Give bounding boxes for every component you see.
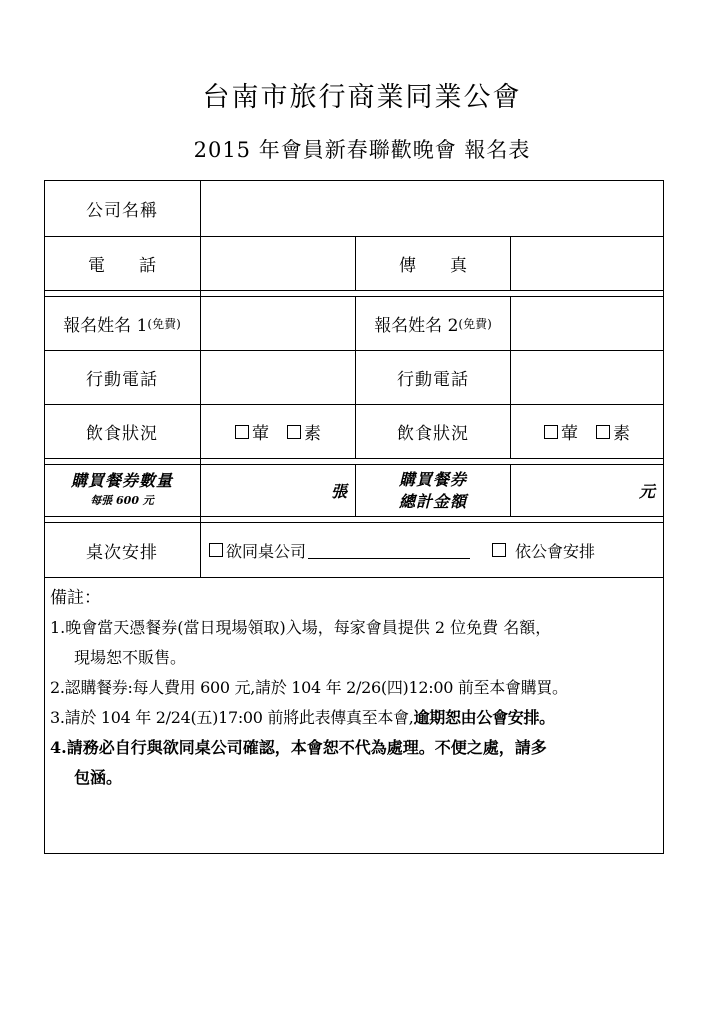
diet1-veg-checkbox[interactable] [287, 425, 301, 439]
name2-label-text: 報名姓名 2 [374, 316, 459, 336]
currency-unit: 元 [638, 482, 655, 501]
fax-field[interactable] [511, 237, 663, 290]
row-divider [44, 458, 664, 459]
ticket-price-note: 每張 600 元 [90, 493, 154, 507]
ticket-unit: 張 [330, 482, 347, 501]
diet2-meat-checkbox[interactable] [544, 425, 558, 439]
notes-section [50, 583, 660, 793]
same-table-checkbox[interactable] [209, 543, 223, 557]
note-item-1-cont: 現場恕不販售。 [74, 648, 187, 667]
diet1-label: 飲食狀況 [86, 424, 158, 444]
row-divider [44, 516, 664, 517]
ticket-total-label-line2: 總計金額 [398, 491, 467, 511]
mobile1-label: 行動電話 [86, 370, 158, 390]
note-item-1: 1.晚會當天憑餐券(當日現場領取)入場，每家會員提供 2 位免費 名額， [50, 618, 552, 637]
phone-field[interactable] [201, 237, 355, 290]
table-arrangement-label: 桌次安排 [86, 542, 158, 563]
ticket-qty-label-text: 購買餐券數量 [70, 470, 173, 490]
diet1-meat-label: 葷 [252, 424, 269, 444]
notes-heading: 備註： [50, 588, 101, 608]
diet1-options [201, 405, 355, 458]
note-item-3-emphasis: 逾期恕由公會安排。 [413, 708, 555, 727]
ticket-total-field[interactable] [511, 465, 663, 516]
fax-label: 傳 真 [399, 256, 467, 276]
mobile2-label: 行動電話 [397, 370, 469, 390]
same-table-label: 欲同桌公司 [226, 541, 307, 561]
diet2-meat-label: 葷 [561, 424, 578, 444]
note-item-2: 2.認購餐券:每人費用 600 元,請於 104 年 2/26(四)12:00 前至本會購買。 [50, 678, 568, 697]
phone-label: 電 話 [88, 256, 156, 276]
name1-free-note: (免費) [147, 317, 181, 331]
name1-label-text: 報名姓名 1 [63, 316, 148, 336]
diet2-options [511, 405, 663, 458]
assign-by-association-label: 依公會安排 [515, 541, 596, 561]
diet1-veg-label: 素 [304, 424, 321, 444]
diet2-veg-label: 素 [613, 424, 630, 444]
table-arrangement-options [201, 523, 663, 577]
same-table-company-input[interactable] [308, 541, 470, 559]
mobile2-field[interactable] [511, 351, 663, 404]
page-title: 台南市旅行商業同業公會 [202, 82, 522, 113]
company-name-field[interactable] [201, 181, 663, 236]
company-name-label: 公司名稱 [86, 201, 158, 221]
page-subtitle: 2015 年會員新春聯歡晚會 報名表 [193, 138, 531, 162]
diet2-veg-checkbox[interactable] [596, 425, 610, 439]
name1-label [44, 297, 200, 350]
diet1-meat-checkbox[interactable] [235, 425, 249, 439]
name2-field[interactable] [511, 297, 663, 350]
note-item-3-text: 3.請於 104 年 2/24(五)17:00 前將此表傳真至本會, [50, 708, 414, 727]
name2-label [356, 297, 510, 350]
note-item-3 [50, 703, 660, 733]
ticket-total-label [356, 465, 510, 516]
assign-by-association-checkbox[interactable] [492, 543, 506, 557]
diet2-label: 飲食狀況 [397, 424, 469, 444]
ticket-qty-field[interactable] [201, 465, 355, 516]
name2-free-note: (免費) [458, 317, 492, 331]
row-divider [44, 290, 664, 291]
note-item-4: 4.請務必自行與欲同桌公司確認，本會恕不代為處理。不便之處，請多 [50, 738, 547, 757]
ticket-qty-label [44, 465, 200, 516]
mobile1-field[interactable] [201, 351, 355, 404]
note-item-4-cont: 包涵。 [74, 768, 123, 787]
row-divider [44, 577, 664, 578]
name1-field[interactable] [201, 297, 355, 350]
ticket-total-label-line1: 購買餐券 [398, 469, 467, 489]
